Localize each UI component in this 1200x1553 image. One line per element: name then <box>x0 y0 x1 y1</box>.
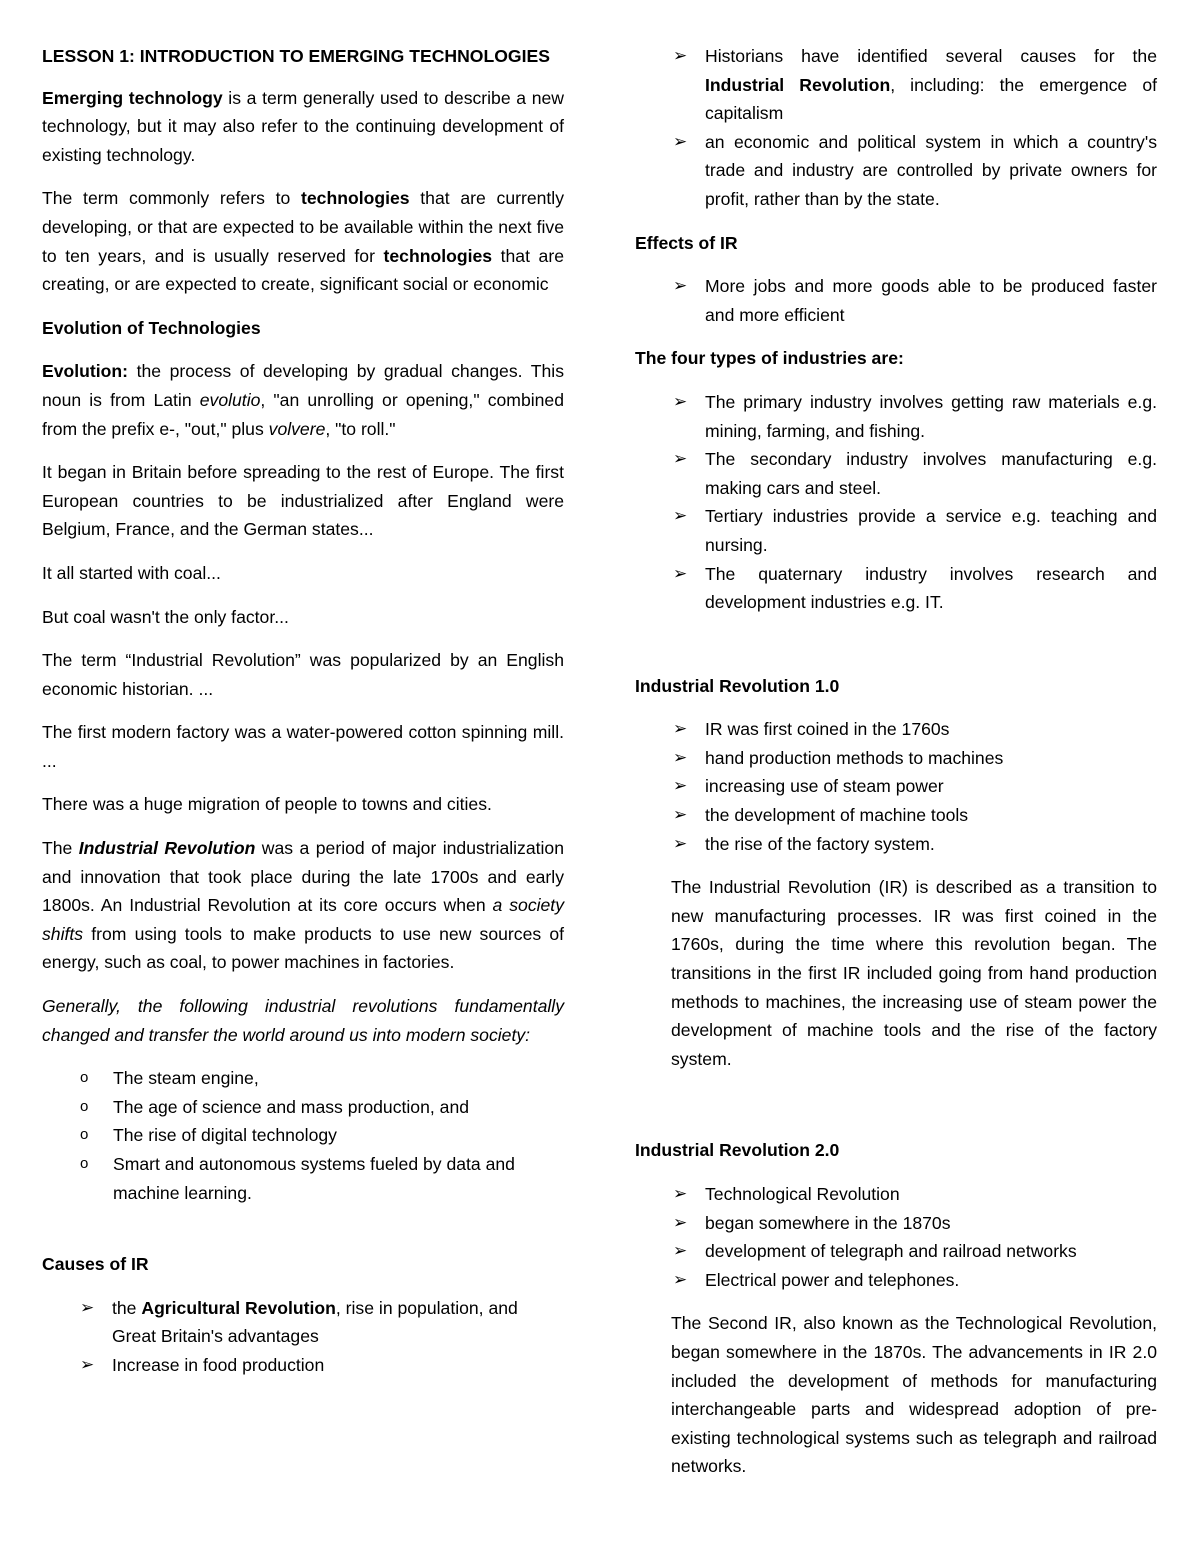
text-a: the process of developing by gradual changes. This noun is from Latin <box>42 361 564 410</box>
item-text: The quaternary industry involves research and development industries e.g. IT. <box>705 563 1157 613</box>
arrowhead-bullet-icon: ➢ <box>673 833 688 853</box>
list-item <box>635 272 1157 329</box>
arrowhead-bullet-icon: ➢ <box>673 391 688 411</box>
item-text: More jobs and more goods able to be produced faster and more efficient <box>705 276 1157 325</box>
ir2-heading: Industrial Revolution 2.0 <box>635 1140 840 1161</box>
arrowhead-bullet-icon: ➢ <box>673 805 688 825</box>
text-c: , "to roll." <box>325 418 396 439</box>
spacer <box>635 632 1157 672</box>
migration-paragraph: There was a huge migration of people to towns and cities. <box>42 794 492 815</box>
arrowhead-bullet-icon: ➢ <box>673 1212 688 1232</box>
item-text: Technological Revolution <box>705 1184 900 1204</box>
list-item <box>635 560 1157 617</box>
ir1-paragraph: The Industrial Revolution (IR) is described as a transition to new manufacturing processes. IR was first coined in the 1760s, during the time where this revolution began. The transitions in the first IR included going from hand production methods to machines, the increasing use of steam power the development of machine tools and the rise of the factory system. <box>671 877 1157 1069</box>
item-text: Increase in food production <box>112 1354 325 1375</box>
generally-paragraph <box>42 992 564 1049</box>
first-factory-paragraph: The first modern factory was a water-powered cotton spinning mill. ... <box>42 722 564 771</box>
bold-technologies-2: technologies <box>383 245 493 266</box>
list-item <box>635 1266 1157 1295</box>
item-text: Tertiary industries provide a service e.g. teaching and nursing. <box>705 506 1157 555</box>
list-item: o The steam engine, <box>42 1064 564 1093</box>
item-text: development of telegraph and railroad networks <box>705 1241 1077 1262</box>
ir2-paragraph: The Second IR, also known as the Technological Revolution, began somewhere in the 1870s. The advancements in IR 2.0 included the development of methods for manufacturing interchangeable parts and widespread adoption of pre-existing technological systems such as telegraph and railroad networks. <box>671 1313 1157 1477</box>
item-text: the development of machine tools <box>705 805 969 826</box>
generally-text: Generally, the following industrial revolutions fundamentally changed and transfer the world around us into modern society: <box>42 996 564 1045</box>
list-item <box>635 128 1157 214</box>
arrowhead-bullet-icon: ➢ <box>673 449 688 469</box>
bold-agricultural-revolution: Agricultural Revolution <box>141 1297 336 1318</box>
item-text: Electrical power and telephones. <box>705 1269 960 1290</box>
list-item <box>635 715 1157 744</box>
arrowhead-bullet-icon: ➢ <box>673 506 688 526</box>
right-column <box>635 42 1157 1496</box>
factor-paragraph: But coal wasn't the only factor... <box>42 606 289 627</box>
item-text: increasing use of steam power <box>705 776 944 797</box>
arrowhead-bullet-icon: ➢ <box>673 46 688 65</box>
arrowhead-bullet-icon: ➢ <box>80 1297 95 1317</box>
list-item <box>635 1180 1157 1209</box>
item-text: an economic and political system in which a country's trade and industry are controlled by private owners for profit, rather than by the state. <box>705 131 1157 209</box>
causes-heading: Causes of IR <box>42 1254 149 1275</box>
item-text: began somewhere in the 1870s <box>705 1212 951 1233</box>
list-item <box>635 1209 1157 1238</box>
text-c: , rise in population, and Great Britain's advantages <box>112 1297 518 1347</box>
arrowhead-bullet-icon: ➢ <box>673 1241 688 1261</box>
spacer <box>635 1088 1157 1136</box>
term-popularized-paragraph: The term “Industrial Revolution” was popularized by an English economic historian. ... <box>42 650 564 699</box>
latin-volvere: volvere <box>268 418 326 439</box>
text-c: from using tools to make products to use new sources of energy, such as coal, to power machines in factories. <box>42 923 564 973</box>
list-item: o The rise of digital technology <box>42 1121 564 1150</box>
item-text: hand production methods to machines <box>705 747 1004 768</box>
effects-heading: Effects of IR <box>635 232 738 253</box>
bold-technologies-1: technologies <box>301 188 410 209</box>
text-b: was a period of major industrialization and innovation that took place during the late 1700s and early 1800s. An Industrial Revolution at its core occurs when <box>42 838 564 916</box>
arrowhead-bullet-icon: ➢ <box>673 1269 688 1289</box>
arrowhead-bullet-icon: ➢ <box>673 276 688 296</box>
list-item: o Smart and autonomous systems fueled by data and machine learning. <box>42 1150 564 1207</box>
item-text: The secondary industry involves manufacturing e.g. making cars and steel. <box>705 449 1157 498</box>
list-item: o The age of science and mass production, and <box>42 1093 564 1122</box>
industries-list <box>635 388 1157 617</box>
revolutions-list <box>42 1064 564 1207</box>
item-text: the rise of the factory system. <box>705 833 935 854</box>
bold-industrial-revolution: Industrial Revolution <box>705 74 891 95</box>
item-text: IR was first coined in the 1760s <box>705 719 950 740</box>
italic-society-shifts: a society shifts <box>42 895 564 944</box>
lesson-title: LESSON 1: INTRODUCTION TO EMERGING TECHNOLOGIES <box>42 46 550 66</box>
list-item <box>635 772 1157 801</box>
bold-italic-industrial-revolution: Industrial Revolution <box>78 838 256 859</box>
term-emerging-technology: Emerging technology <box>42 87 223 108</box>
industrial-revolution-paragraph <box>42 834 564 977</box>
list-item <box>635 830 1157 859</box>
text-a: the <box>112 1297 142 1318</box>
arrowhead-bullet-icon: ➢ <box>673 719 688 739</box>
effects-list <box>635 272 1157 329</box>
evolution-heading: Evolution of Technologies <box>42 317 261 338</box>
list-item <box>635 502 1157 559</box>
left-column <box>42 42 564 1395</box>
list-item <box>635 42 1157 128</box>
arrowhead-bullet-icon: ➢ <box>673 1184 688 1203</box>
emerging-technology-definition <box>42 84 564 170</box>
industries-heading: The four types of industries are: <box>635 348 904 369</box>
list-item <box>42 1294 564 1351</box>
definition-text: is a term generally used to describe a new technology, but it may also refer to the continuing development of existing technology. <box>42 87 564 165</box>
evolution-definition <box>42 357 564 443</box>
list-item <box>635 1237 1157 1266</box>
list-item <box>635 388 1157 445</box>
spacer <box>42 1222 564 1250</box>
term-usage-paragraph <box>42 184 564 298</box>
ir1-heading: Industrial Revolution 1.0 <box>635 675 840 696</box>
arrowhead-bullet-icon: ➢ <box>673 131 688 151</box>
arrowhead-bullet-icon: ➢ <box>80 1354 95 1374</box>
causes-list <box>42 1294 564 1380</box>
text-b: , "an unrolling or opening," combined from the prefix e-, "out," plus <box>42 389 564 439</box>
text-c: , including: the emergence of capitalism <box>705 74 1157 124</box>
term-evolution: Evolution: <box>42 361 129 382</box>
ir2-list <box>635 1180 1157 1294</box>
coal-paragraph: It all started with coal... <box>42 562 221 583</box>
text-d: that are creating, or are expected to create, significant social or economic <box>42 245 564 295</box>
list-item <box>635 744 1157 773</box>
arrowhead-bullet-icon: ➢ <box>673 776 688 796</box>
causes-list-continued <box>635 42 1157 214</box>
list-item <box>42 1351 564 1380</box>
text-a: The <box>42 838 79 859</box>
text-a: Historians have identified several causes for the <box>705 46 1157 66</box>
latin-evolutio: evolutio <box>199 389 261 410</box>
text-a: The term commonly refers to <box>42 188 302 209</box>
arrowhead-bullet-icon: ➢ <box>673 563 688 583</box>
list-item <box>635 801 1157 830</box>
text-c: that are currently developing, or that are expected to be available within the next five to ten years, and is usually reserved for <box>42 188 565 266</box>
arrowhead-bullet-icon: ➢ <box>673 747 688 767</box>
list-item <box>635 445 1157 502</box>
ir1-list <box>635 715 1157 858</box>
item-text: The primary industry involves getting raw materials e.g. mining, farming, and fishing. <box>705 391 1157 441</box>
britain-paragraph: It began in Britain before spreading to the rest of Europe. The first European countries to be industrialized after England were Belgium, France, and the German states... <box>42 462 564 540</box>
